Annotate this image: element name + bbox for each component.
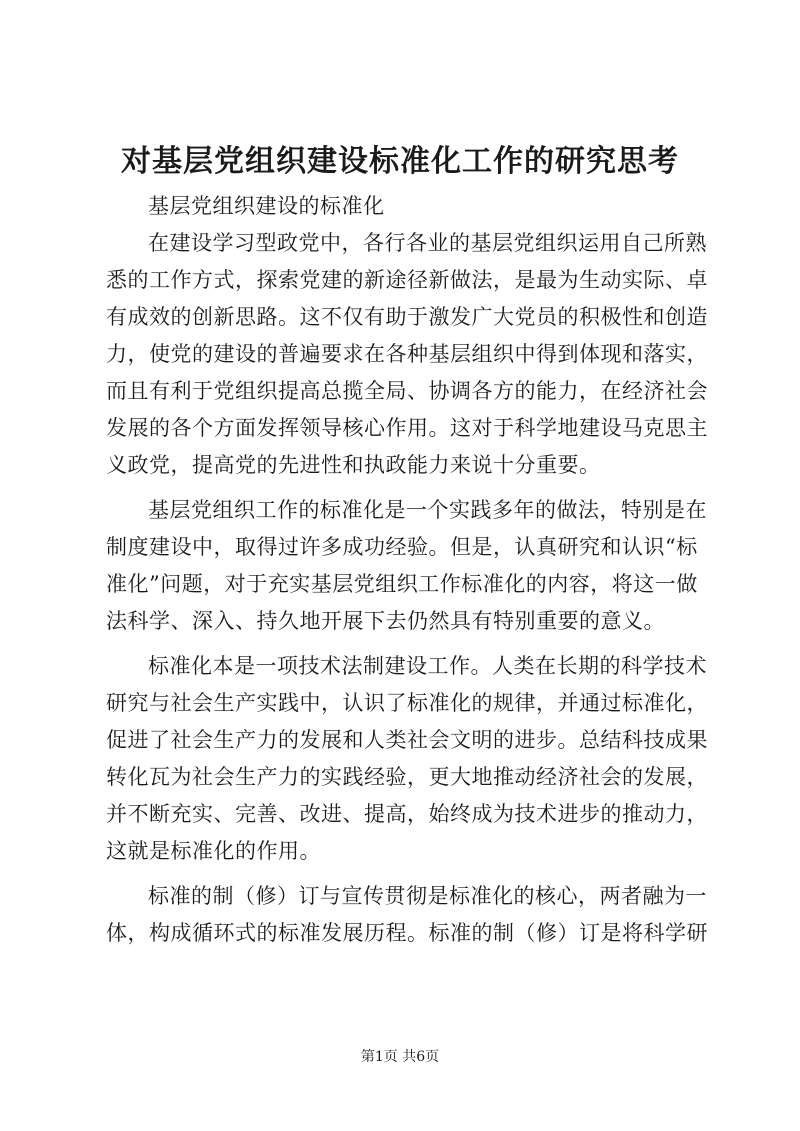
paragraph-1-line-4: 力，使党的建设的普遍要求在各种基层组织中得到体现和落实， [106,342,708,366]
paragraph-1-line-6: 发展的各个方面发挥领导核心作用。这对于科学地建设马克思主 [106,416,708,440]
paragraph-4-line-1: 标准的制（修）订与宣传贯彻是标准化的核心，两者融为一 [148,884,707,908]
paragraph-3-line-4: 转化瓦为社会生产力的实践经验，更大地推动经济社会的发展， [106,765,708,789]
paragraph-2-line-4: 法科学、深入、持久地开展下去仍然具有特别重要的意义。 [106,609,665,633]
page-number-footer: 第1页 共6页 [360,1049,440,1065]
paragraph-3-line-5: 并不断充实、完善、改进、提高，始终成为技术进步的推动力， [106,802,708,826]
paragraph-1-line-1: 在建设学习型政党中，各行各业的基层党组织运用自己所熟 [148,231,707,255]
paragraph-1-line-2: 悉的工作方式，探索党建的新途径新做法，是最为生动实际、卓 [106,268,708,292]
paragraph-4-line-2: 体，构成循环式的标准发展历程。标准的制（修）订是将科学研 [106,921,708,945]
paragraph-1-line-3: 有成效的创新思路。这不仅有助于激发广大党员的积极性和创造 [106,305,708,329]
paragraph-2-line-2: 制度建设中，取得过许多成功经验。但是，认真研究和认识“标 [106,535,698,559]
paragraph-3-line-6: 这就是标准化的作用。 [106,839,321,863]
paragraph-3-line-2: 研究与社会生产实践中，认识了标准化的规律，并通过标准化， [106,691,708,715]
paragraph-2-line-1: 基层党组织工作的标准化是一个实践多年的做法，特别是在 [148,498,707,522]
paragraph-1-line-7: 义政党，提高党的先进性和执政能力来说十分重要。 [106,453,601,477]
section-heading: 基层党组织建设的标准化 [148,194,385,218]
paragraph-2-line-3: 准化”问题，对于充实基层党组织工作标准化的内容，将这一做 [106,572,698,596]
paragraph-3-line-1: 标准化本是一项技术法制建设工作。人类在长期的科学技术 [148,654,707,678]
page-title: 对基层党组织建设标准化工作的研究思考 [121,144,679,179]
document-body [106,188,706,952]
paragraph-3-line-3: 促进了社会生产力的发展和人类社会文明的进步。总结科技成果 [106,728,708,752]
paragraph-1-line-5: 而且有利于党组织提高总揽全局、协调各方的能力，在经济社会 [106,379,708,403]
